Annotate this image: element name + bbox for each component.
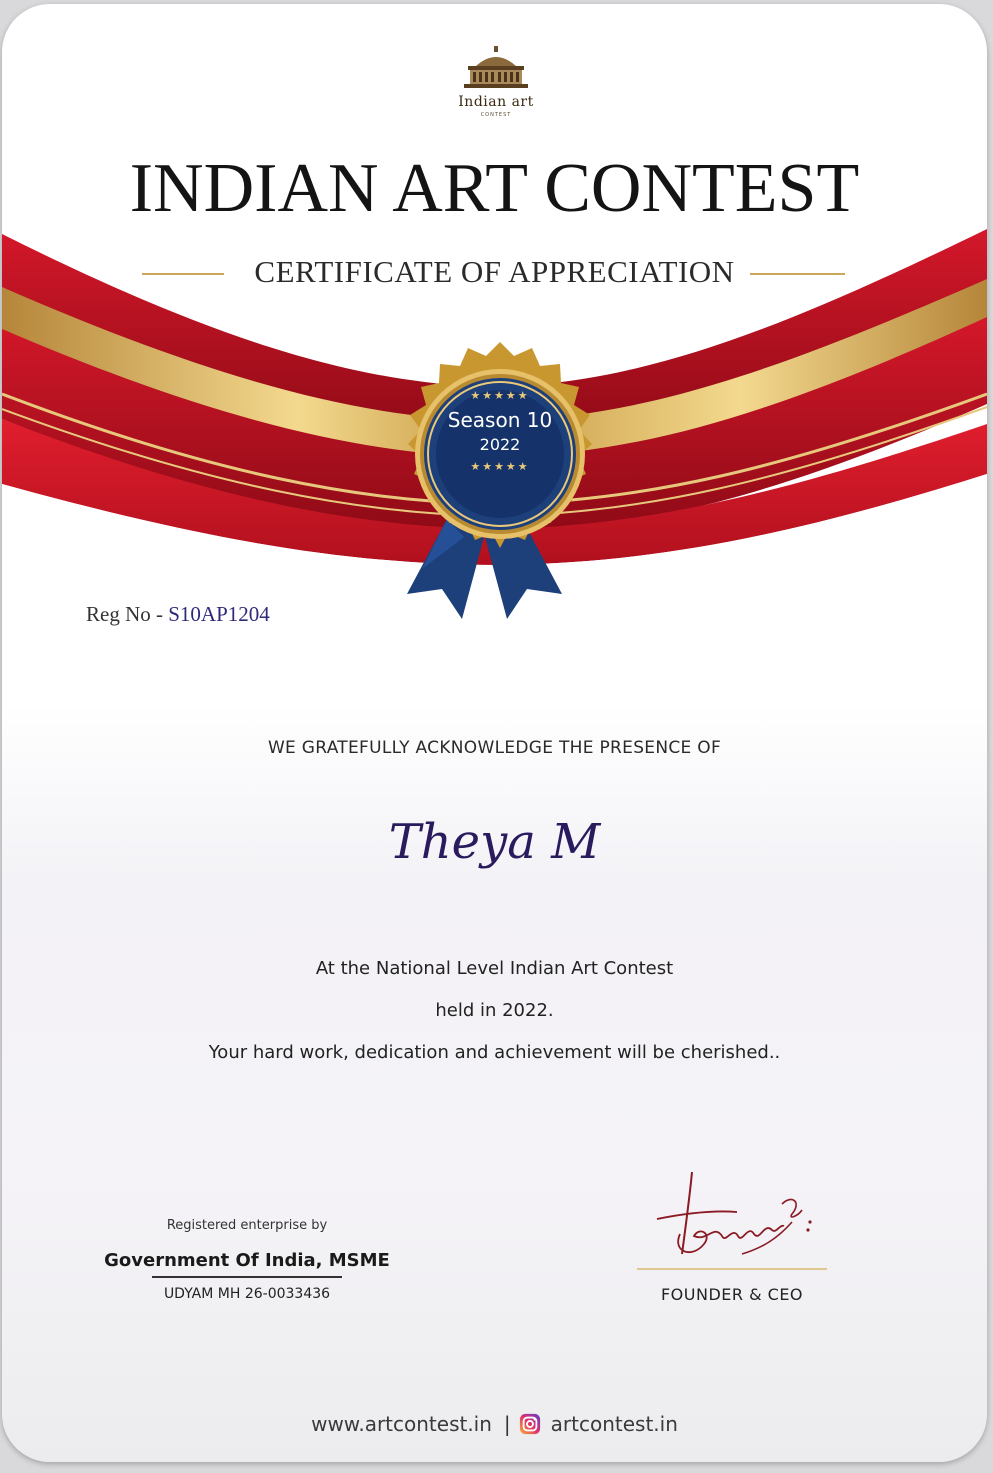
website-link[interactable]: www.artcontest.in <box>311 1412 492 1436</box>
subtitle-line-right <box>750 273 845 275</box>
temple-logo-icon <box>446 44 546 94</box>
footer <box>2 1409 987 1439</box>
udyam-number: UDYAM MH 26-0033436 <box>163 1286 331 1302</box>
instagram-icon <box>519 1413 541 1435</box>
footer-separator: | <box>503 1412 511 1436</box>
signature-line <box>637 1268 827 1270</box>
body-line-2: held in 2022. <box>435 1000 554 1021</box>
organization-underline <box>152 1276 342 1278</box>
badge-stars-bottom: ★★★★★ <box>470 460 530 473</box>
badge-year: 2022 <box>479 435 521 454</box>
reg-value: S10AP1204 <box>168 602 270 626</box>
body-line-1: At the National Level Indian Art Contest <box>315 958 674 979</box>
certificate-subtitle: CERTIFICATE OF APPRECIATION <box>254 254 735 289</box>
instagram-handle[interactable]: artcontest.in <box>550 1412 678 1436</box>
registration-number <box>86 602 270 627</box>
registered-by-label: Registered enterprise by <box>166 1218 328 1233</box>
certificate-title: INDIAN ART CONTEST <box>129 150 860 227</box>
signatory-role: FOUNDER & CEO <box>660 1285 804 1304</box>
reg-label: Reg No - <box>86 602 169 626</box>
logo-name: Indian art <box>458 94 534 110</box>
logo-sub: CONTEST <box>480 112 512 118</box>
certificate <box>2 4 987 1462</box>
contest-logo <box>446 44 546 124</box>
body-line-3: Your hard work, dedication and achievement will be cherished.. <box>208 1042 781 1063</box>
badge-season: Season 10 <box>447 408 553 432</box>
badge-stars-top: ★★★★★ <box>470 389 530 402</box>
founder-signature <box>652 1164 822 1264</box>
season-badge <box>420 389 580 473</box>
acknowledgement: WE GRATEFULLY ACKNOWLEDGE THE PRESENCE OF <box>267 738 722 758</box>
recipient-name: Theya M <box>388 814 601 870</box>
organization-name: Government Of India, MSME <box>104 1250 390 1271</box>
